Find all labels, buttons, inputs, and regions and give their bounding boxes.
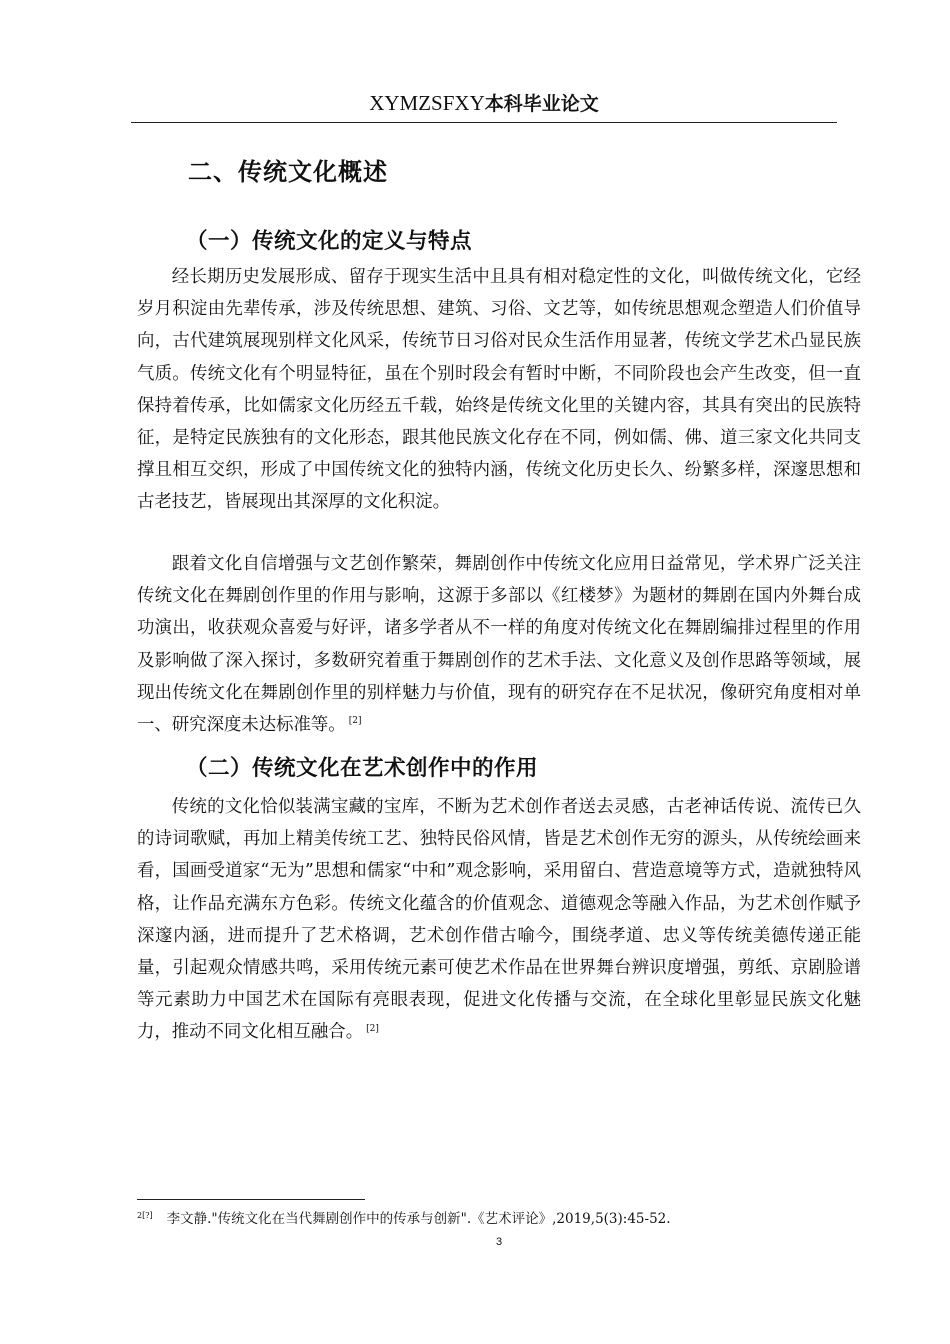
footnote-text: 李文静."传统文化在当代舞剧创作中的传承与创新".《艺术评论》,2019,5(3):45-52.: [166, 1211, 671, 1227]
citation-marker: [2]: [366, 1023, 379, 1034]
paragraph: [137, 531, 861, 741]
section-title: 二、传统文化概述: [188, 158, 388, 186]
subsection-1-title: （一）传统文化的定义与特点: [186, 229, 473, 254]
footnote-mark: 2[?]: [137, 1210, 153, 1220]
page-number: 3: [495, 1236, 503, 1248]
header-title-zh: 本科毕业论文: [484, 93, 599, 115]
running-header: [131, 88, 837, 119]
paragraph-text: 经长期历史发展形成、留存于现实生活中且具有相对稳定性的文化，叫做传统文化，它经岁月积淀由先辈传承，涉及传统思想、建筑、习俗、文艺等，如传统思想观念塑造人们价值导向，古代建筑展现别样文化风采，传统节日习俗对民众生活作用显著，传统文学艺术凸显民族气质。传统文化有个明显特征，虽在个别时段会有暂时中断，不同阶段也会产生改变，但一直保持着传承，比如儒家文化历经五千载，始终是传统文化里的关键内容，其具有突出的民族特征，是特定民族独有的文化形态，跟其他民族文化存在不同，例如儒、佛、道三家文化共同支撑且相互交织，形成了中国传统文化的独特内涵，传统文化历史长久、纷繁多样，深邃思想和古老技艺，皆展现出其深厚的文化积淀。: [137, 267, 861, 513]
paragraph: [137, 774, 861, 1049]
citation-marker: [2]: [348, 716, 362, 727]
paragraph-text: 跟着文化自信增强与文艺创作繁荣，舞剧创作中传统文化应用日益常见，学术界广泛关注传统文化在舞剧创作里的作用与影响，这源于多部以《红楼梦》为题材的舞剧在国内外舞台成功演出，收获观众喜爱与好评，诸多学者从不一样的角度对传统文化在舞剧编排过程里的作用及影响做了深入探讨，多数研究着重于舞剧创作的艺术手法、文化意义及创作思路等领域，展现出传统文化在舞剧创作里的别样魅力与价值，现有的研究存在不足状况，像研究角度相对单一、研究深度未达标准等。: [137, 554, 861, 736]
paragraph: [137, 244, 861, 519]
header-rule: [131, 122, 837, 123]
subsection-2-title: （二）传统文化在艺术创作中的作用: [186, 756, 539, 781]
paragraph-text: 传统的文化恰似装满宝藏的宝库，不断为艺术创作者送去灵感，古老神话传说、流传已久的诗词歌赋，再加上精美传统工艺、独特民俗风情，皆是艺术创作无穷的源头，从传统绘画来看，国画受道家“无为”思想和儒家“中和”观念影响，采用留白、营造意境等方式，造就独特风格，让作品充满东方色彩。传统文化蕴含的价值观念、道德观念等融入作品，为艺术创作赋予深邃内涵，进而提升了艺术格调，艺术创作借古喻今，围绕孝道、忠义等传统美德传递正能量，引起观众情感共鸣，采用传统元素可使艺术作品在世界舞台辨识度增强，剪纸、京剧脸谱等元素助力中国艺术在国际有亮眼表现，促进文化传播与交流，在全球化里彰显民族文化魅力，推动不同文化相互融合。: [137, 797, 861, 1043]
footnote: [137, 1209, 857, 1229]
footnote-rule: [137, 1199, 365, 1200]
header-title-en: XYMZSFXY: [369, 91, 485, 115]
